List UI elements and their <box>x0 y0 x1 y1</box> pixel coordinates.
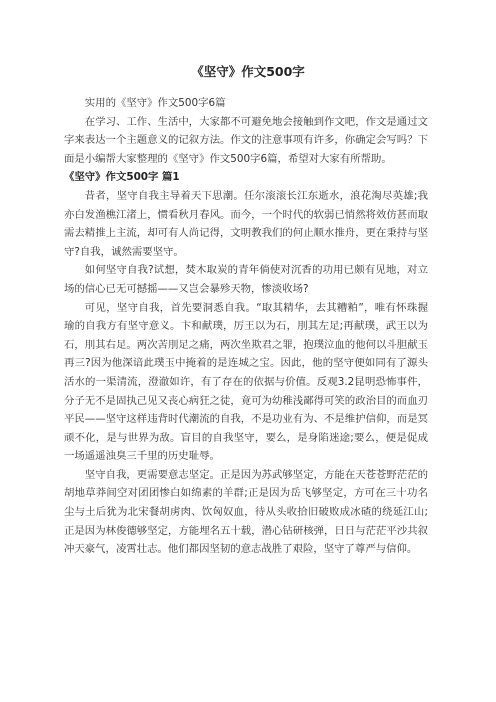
body-paragraph: 可见，坚守自我，首先要洞悉自我。“取其精华，去其糟粕”，唯有怀珠握瑜的自我方有坚守意义。卞和献璞，厉王以为石，刖其左足;再献璞，武王以为石，刖其右足。两次苦刖足之痛，两次坐欺君之罪，抱璞泣血的他何以斗胆献玉再三?因为他深谙此璞玉中掩着的是连城之宝。因此，他的坚守便如同有了源头活水的一渠清流，澄澈如许，有了存在的依据与价值。反观3.2昆明恐怖事件，分子无不是固执己见又丧心病狂之徒，竟可为幼稚浅鄙得可笑的政治目的而血刃平民——坚守这样违背时代潮流的自我，不是功业有为、不是维护信仰，而是冥顽不化，是与世界为敌。盲目的自我坚守，要么，是身陷迷途;要么，便是促成一场遥遥浊臭三千里的历史耻辱。 <box>64 301 428 463</box>
section-heading: 《坚守》作文500字 篇1 <box>64 171 180 184</box>
body-paragraph: 如何坚守自我?试想，焚木取炭的青年倘使对沉香的功用已颇有见地，对立场的信心已无可撼摇——又岂会暴殄天物，惨淡收场? <box>64 264 428 295</box>
intro-paragraph: 在学习、工作、生活中，大家都不可避免地会接触到作文吧，作文是通过文字来表达一个主题意义的记叙方法。作文的注意事项有许多，你确定会写吗？下面是小编帮大家整理的《坚守》作文500字6篇，希望对大家有所帮助。 <box>64 115 428 165</box>
document-body <box>64 94 428 559</box>
body-paragraph: 坚守自我，更需要意志坚定。正是因为苏武够坚定，方能在天苍苍野茫茫的胡地草莽间空对团团惨白如绵素的羊群;正是因为岳飞够坚定，方可在三十功名尘与土后犹为北宋餐胡虏肉、饮匈奴血，待从头收拾旧破败成冰碴的绕延江山;正是因为林俊德够坚定，方能埋名五十载，潜心钻研核弹，日日与茫茫平沙共叙冲天豪气，凌霄壮志。他们都因坚韧的意志战胜了艰险，坚守了尊严与信仰。 <box>64 468 428 556</box>
subtitle-paragraph: 实用的《坚守》作文500字6篇 <box>84 97 226 109</box>
page-title: 《坚守》作文500字 <box>191 64 305 79</box>
body-paragraph: 昔者，坚守自我主导着天下思潮。任尔滚滚长江东逝水，浪花淘尽英雄;我亦白发渔樵江渚上，惯看秋月春风。而今，一个时代的软弱已悄然将效仿甚而取需去精推上主流，却可有人尚记得，文明教我们的何止顺水推舟，更在秉持与坚守?自我，诚然需要坚守。 <box>64 189 428 258</box>
